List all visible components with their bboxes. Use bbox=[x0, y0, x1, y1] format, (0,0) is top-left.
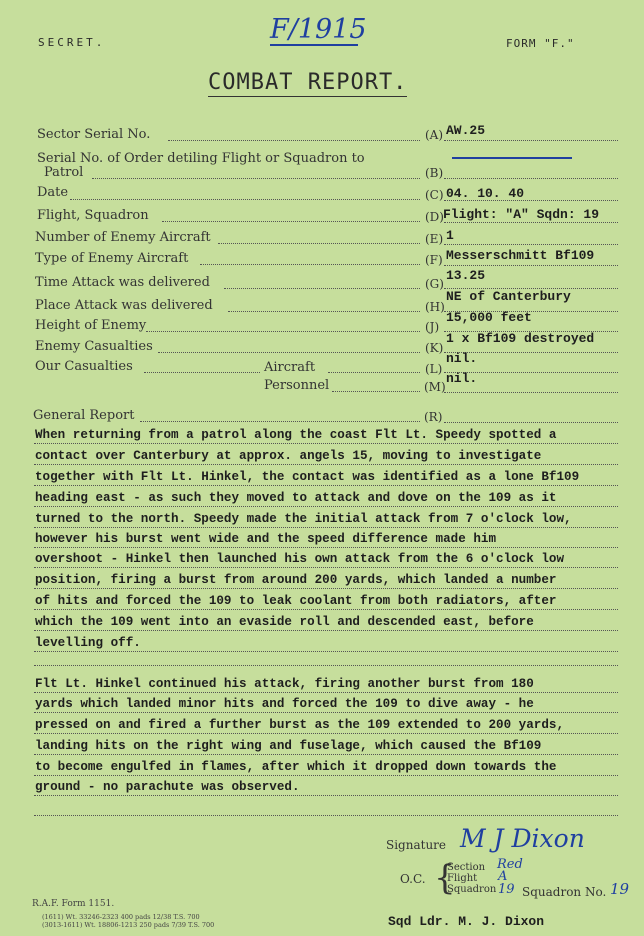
field-letter: (J) bbox=[425, 320, 440, 334]
report-line: levelling off. bbox=[35, 636, 141, 650]
signatory-name: Sqd Ldr. M. J. Dixon bbox=[388, 914, 545, 929]
oc-row-label: Section bbox=[447, 862, 486, 873]
secret-stamp: SECRET. bbox=[38, 36, 106, 49]
report-line: to become engulfed in flames, after which it dropped down towards the bbox=[35, 760, 557, 774]
report-line: turned to the north. Speedy made the initial attack from 7 o'clock low, bbox=[35, 512, 572, 526]
general-report-letter: (R) bbox=[424, 410, 443, 424]
report-line: contact over Canterbury at approx. angels 15, moving to investigate bbox=[35, 449, 542, 463]
field-label: Flight, Squadron bbox=[37, 208, 149, 223]
field-value: nil. bbox=[446, 371, 478, 386]
field-value: Messerschmitt Bf109 bbox=[446, 248, 595, 263]
field-letter: (G) bbox=[425, 277, 444, 291]
report-line: of hits and forced the 109 to leak coolant from both radiators, after bbox=[35, 594, 557, 608]
field-letter: (D) bbox=[425, 210, 444, 224]
raf-form-number: R.A.F. Form 1151. bbox=[32, 899, 115, 909]
field-label-continued: Patrol bbox=[44, 165, 84, 180]
report-line: together with Flt Lt. Hinkel, the contact was identified as a lone Bf109 bbox=[35, 470, 580, 484]
report-line: which the 109 went into an evaside roll and descended east, before bbox=[35, 615, 534, 629]
field-sublabel-aircraft: Aircraft bbox=[264, 360, 316, 375]
field-label: Time Attack was delivered bbox=[35, 275, 210, 290]
report-line: overshoot - Hinkel then launched his own attack from the 6 o'clock low bbox=[35, 552, 565, 566]
field-label: Place Attack was delivered bbox=[35, 298, 213, 313]
field-value: AW.25 bbox=[446, 123, 486, 138]
field-value: 04. 10. 40 bbox=[446, 186, 525, 201]
field-label: Type of Enemy Aircraft bbox=[35, 251, 189, 266]
field-letter: (L) bbox=[425, 362, 443, 376]
report-line: however his burst went wide and the speed difference made him bbox=[35, 532, 497, 546]
oc-row-value: Red bbox=[497, 857, 523, 872]
field-label: Enemy Casualties bbox=[35, 339, 153, 354]
report-line: landing hits on the right wing and fuselage, which caused the Bf109 bbox=[35, 739, 542, 753]
field-value: NE of Canterbury bbox=[446, 289, 571, 304]
field-value: 13.25 bbox=[446, 268, 486, 283]
page-title: COMBAT REPORT. bbox=[208, 70, 408, 95]
report-line: When returning from a patrol along the coast Flt Lt. Speedy spotted a bbox=[35, 428, 557, 442]
file-reference-underline bbox=[270, 44, 358, 46]
field-letter: (K) bbox=[425, 341, 444, 355]
report-line: heading east - as such they moved to attack and dove on the 109 as it bbox=[35, 491, 557, 505]
field-label: Serial No. of Order detiling Flight or Squadron to bbox=[37, 151, 365, 166]
squadron-no-label: Squadron No. bbox=[522, 885, 607, 899]
field-letter: (M) bbox=[424, 380, 446, 394]
field-value: 1 x Bf109 destroyed bbox=[446, 331, 595, 346]
field-label: Number of Enemy Aircraft bbox=[35, 230, 211, 245]
field-letter: (C) bbox=[425, 188, 444, 202]
field-value: Flight: "A" Sqdn: 19 bbox=[443, 207, 600, 222]
field-value: nil. bbox=[446, 351, 478, 366]
field-letter: (H) bbox=[425, 300, 445, 314]
oc-row-label: Flight bbox=[447, 873, 478, 884]
field-letter: (E) bbox=[425, 232, 444, 246]
signature: M J Dixon bbox=[460, 824, 585, 853]
field-sublabel-personnel: Personnel bbox=[264, 378, 330, 393]
signature-label: Signature bbox=[386, 838, 447, 852]
oc-label: O.C. bbox=[400, 872, 426, 886]
field-label: Height of Enemy bbox=[35, 318, 147, 333]
report-line: Flt Lt. Hinkel continued his attack, firing another burst from 180 bbox=[35, 677, 534, 691]
oc-row-label: Squadron bbox=[447, 884, 497, 895]
field-value: 1 bbox=[446, 228, 454, 243]
field-label: Date bbox=[37, 185, 69, 200]
print-line-2: (3013-1611) Wt. 18806-1213 250 pads 7/39 T.S. 700 bbox=[42, 921, 215, 929]
handwritten-stroke bbox=[452, 157, 572, 159]
field-label: Sector Serial No. bbox=[37, 127, 151, 142]
report-line: ground - no parachute was observed. bbox=[35, 780, 300, 794]
squadron-no: 19 bbox=[610, 880, 630, 898]
brace: { bbox=[434, 858, 456, 898]
field-value: 15,000 feet bbox=[446, 310, 532, 325]
field-label: Our Casualties bbox=[35, 359, 133, 374]
oc-row-value: A bbox=[498, 869, 508, 884]
field-letter: (B) bbox=[425, 166, 444, 180]
field-letter: (A) bbox=[425, 128, 444, 142]
report-line: position, firing a burst from around 200 yards, which landed a number bbox=[35, 573, 557, 587]
field-letter: (F) bbox=[425, 253, 443, 267]
form-label: FORM "F." bbox=[506, 37, 575, 50]
general-report-label: General Report bbox=[33, 408, 135, 423]
print-line-1: (1611) Wt. 33246-2323 400 pads 12/38 T.S. 700 bbox=[42, 913, 200, 921]
report-line: yards which landed minor hits and forced the 109 to dive away - he bbox=[35, 697, 534, 711]
file-reference: F/1915 bbox=[270, 14, 367, 45]
oc-row-value: 19 bbox=[498, 882, 515, 897]
report-line: pressed on and fired a further burst as the 109 extended to 200 yards, bbox=[35, 718, 565, 732]
